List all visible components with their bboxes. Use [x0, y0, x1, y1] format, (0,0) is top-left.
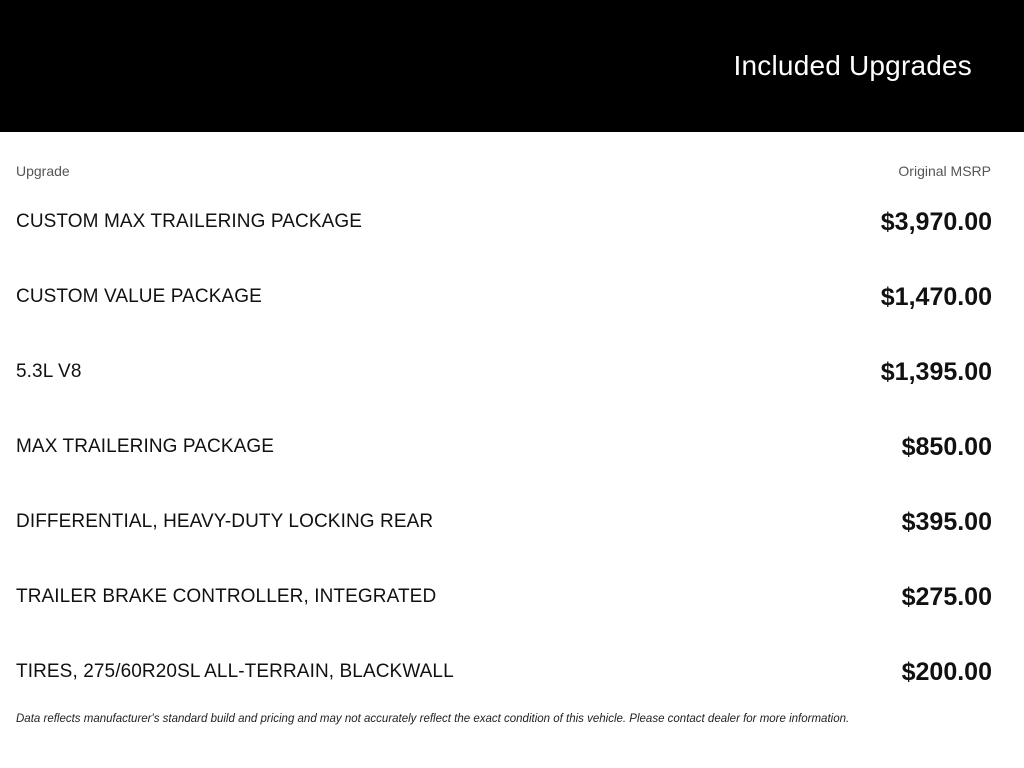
- table-row: [16, 422, 992, 497]
- upgrade-name: MAX TRAILERING PACKAGE: [16, 436, 275, 457]
- upgrade-price: $3,970.00: [880, 208, 992, 236]
- upgrade-price: $850.00: [901, 433, 992, 461]
- upgrade-price: $200.00: [901, 658, 992, 686]
- upgrade-name: TRAILER BRAKE CONTROLLER, INTEGRATED: [16, 586, 437, 607]
- header-banner: [0, 0, 1024, 132]
- upgrade-name: CUSTOM MAX TRAILERING PACKAGE: [16, 211, 363, 232]
- table-row: [16, 347, 992, 422]
- upgrade-name: 5.3L V8: [16, 361, 82, 382]
- table-row: [16, 197, 992, 272]
- upgrade-price: $1,470.00: [880, 283, 992, 311]
- column-header-msrp: Original MSRP: [898, 163, 991, 179]
- table-header: [16, 161, 991, 181]
- upgrade-name: CUSTOM VALUE PACKAGE: [16, 286, 262, 307]
- column-header-upgrade: Upgrade: [16, 163, 70, 179]
- upgrade-price: $1,395.00: [880, 358, 992, 386]
- table-row: [16, 572, 992, 647]
- upgrade-price: $395.00: [901, 508, 992, 536]
- upgrade-name: TIRES, 275/60R20SL ALL-TERRAIN, BLACKWALL: [16, 661, 454, 682]
- upgrades-list: [16, 197, 992, 722]
- upgrade-price: $275.00: [901, 583, 992, 611]
- table-row: [16, 272, 992, 347]
- table-row: [16, 497, 992, 572]
- disclaimer-text: Data reflects manufacturer's standard build and pricing and may not accurately reflect the exact condition of this vehicle. Please contact dealer for more information.: [16, 713, 850, 725]
- upgrade-name: DIFFERENTIAL, HEAVY-DUTY LOCKING REAR: [16, 511, 434, 532]
- page-title: Included Upgrades: [733, 50, 972, 81]
